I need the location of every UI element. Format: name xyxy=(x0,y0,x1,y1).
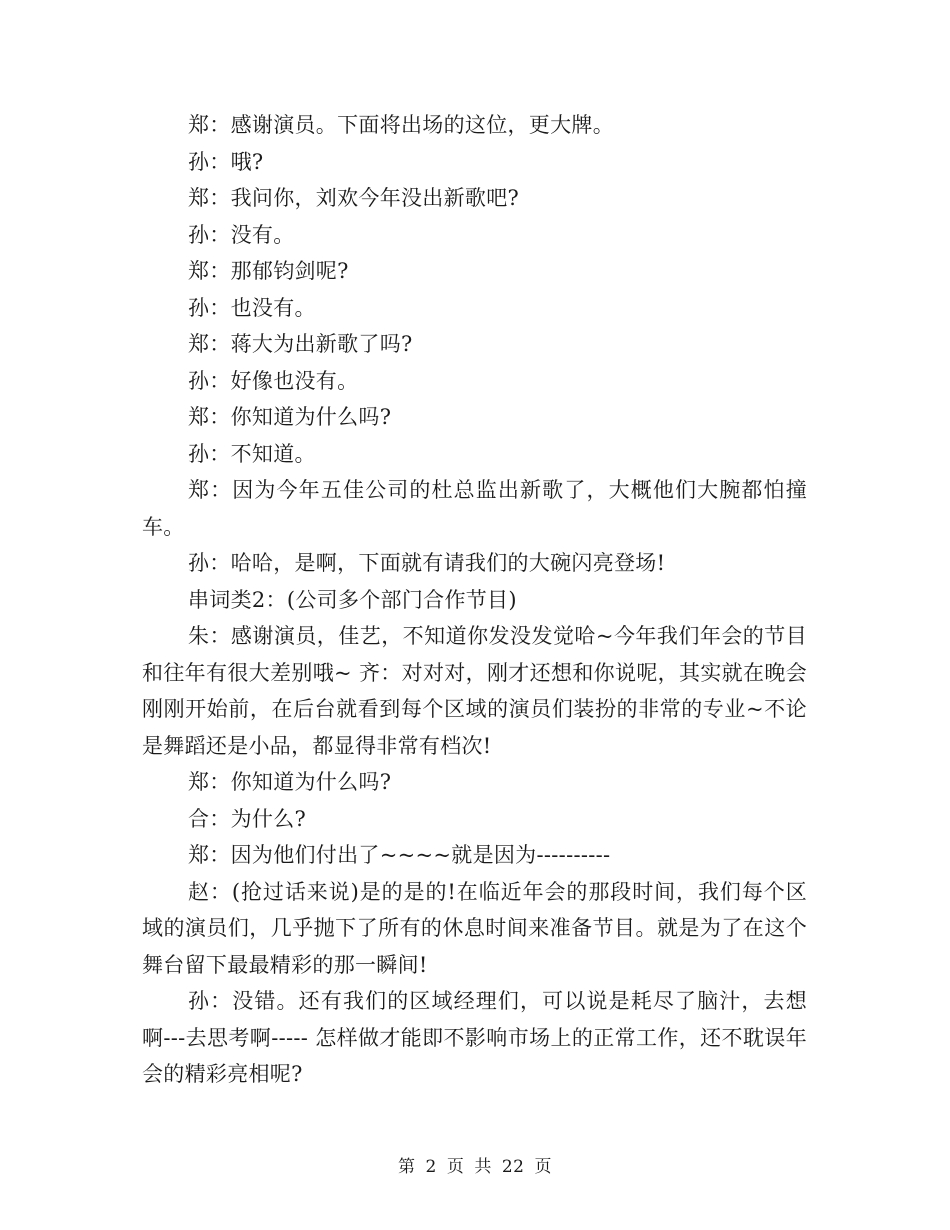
paragraph: 孙：不知道。 xyxy=(188,441,316,466)
paragraph: 孙：哦? xyxy=(188,149,264,174)
paragraph: 郑：因为他们付出了~~~~就是因为---------- xyxy=(188,843,611,867)
footer-di: 第 xyxy=(398,1157,416,1177)
paragraph: 郑：因为今年五佳公司的杜总监出新歌了，大概他们大腕都怕撞车。 xyxy=(142,478,807,539)
footer-gong: 共 xyxy=(474,1157,492,1177)
paragraph: 郑：那郁钧剑呢? xyxy=(188,259,349,283)
document-body xyxy=(142,107,807,1093)
page-footer xyxy=(0,1152,950,1177)
paragraph: 朱：感谢演员，佳艺，不知道你发没发觉哈~今年我们年会的节目和往年有很大差别哦~ 齐：对对对，刚才还想和你说呢，其实就在晚会刚刚开始前，在后台就看到每个区域的演员们装扮的非常的专业~不论是舞蹈还是小品，都显得非常有档次! xyxy=(142,624,807,758)
footer-ye-2: 页 xyxy=(534,1157,552,1177)
paragraph: 孙：没错。还有我们的区域经理们，可以说是耗尽了脑汁，去想啊---去思考啊----- 怎样做才能即不影响市场上的正常工作，还不耽误年会的精彩亮相呢? xyxy=(142,989,807,1086)
paragraph: 孙：好像也没有。 xyxy=(188,368,359,393)
paragraph: 郑：你知道为什么吗? xyxy=(188,770,392,794)
paragraph: 合：为什么? xyxy=(188,806,307,831)
paragraph: 孙：也没有。 xyxy=(188,295,316,320)
paragraph: 孙：哈哈，是啊，下面就有请我们的大碗闪亮登场! xyxy=(188,551,666,575)
page-number: 2 xyxy=(425,1157,437,1177)
page-total: 22 xyxy=(501,1157,525,1177)
paragraph: 郑：我问你，刘欢今年没出新歌吧? xyxy=(188,186,520,210)
paragraph: 郑：蒋大为出新歌了吗? xyxy=(188,332,413,356)
paragraph: 赵：(抢过话来说)是的是的!在临近年会的那段时间，我们每个区域的演员们，几乎抛下了所有的休息时间来准备节目。就是为了在这个舞台留下最最精彩的那一瞬间! xyxy=(142,879,807,977)
paragraph: 孙：没有。 xyxy=(188,222,295,247)
footer-ye: 页 xyxy=(446,1157,465,1177)
section-heading: 串词类2：(公司多个部门合作节目) xyxy=(188,587,517,612)
paragraph: 郑：你知道为什么吗? xyxy=(188,405,392,429)
paragraph: 郑：感谢演员。下面将出场的这位，更大牌。 xyxy=(188,113,614,137)
